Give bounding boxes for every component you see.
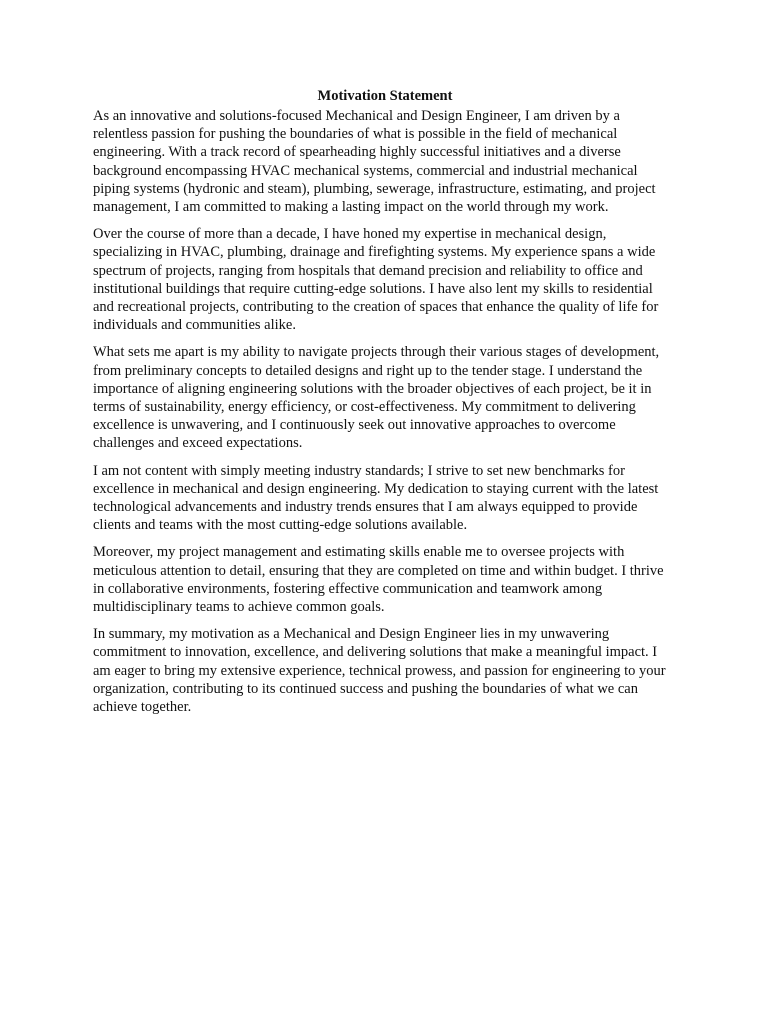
document-page [93,86,677,725]
paragraph-standards: I am not content with simply meeting industry standards; I strive to set new benchmarks for excellence in mechanical and design engineering. My dedication to staying current with the latest technological advancements and industry trends ensures that I am always equipped to provide clients and teams with the most cutting-edge solutions available. [93,462,659,534]
document-title: Motivation Statement [317,88,453,104]
paragraph-differentiator: What sets me apart is my ability to navigate projects through their various stages of development, from preliminary concepts to detailed designs and right up to the tender stage. I understand the importance of aligning engineering solutions with the broader objectives of each project, be it in terms of sustainability, energy efficiency, or cost-effectiveness. My commitment to delivering excellence is unwavering, and I continuously seek out innovative approaches to overcome challenges and exceed expectations. [93,344,660,452]
paragraph-summary: In summary, my motivation as a Mechanical and Design Engineer lies in my unwavering commitment to innovation, excellence, and delivering solutions that make a meaningful impact. I am eager to bring my extensive experience, technical prowess, and passion for engineering to your organization, contributing to its continued success and pushing the boundaries of what we can achieve together. [93,626,666,716]
paragraph-intro: As an innovative and solutions-focused Mechanical and Design Engineer, I am driven by a relentless passion for pushing the boundaries of what is possible in the field of mechanical engineering. With a track record of spearheading highly successful initiatives and a diverse background encompassing HVAC mechanical systems, commercial and industrial mechanical piping systems (hydronic and steam), plumbing, sewerage, infrastructure, estimating, and project management, I am committed to making a lasting impact on the world through my work. [93,108,656,216]
paragraph-management: Moreover, my project management and estimating skills enable me to oversee projects with meticulous attention to detail, ensuring that they are completed on time and within budget. I thrive in collaborative environments, fostering effective communication and teamwork among multidisciplinary teams to achieve common goals. [93,544,664,616]
paragraph-experience: Over the course of more than a decade, I have honed my expertise in mechanical design, specializing in HVAC, plumbing, drainage and firefighting systems. My experience spans a wide spectrum of projects, ranging from hospitals that demand precision and reliability to office and institutional buildings that require cutting-edge solutions. I have also lent my skills to residential and recreational projects, contributing to the creation of spaces that enhance the quality of life for individuals and communities alike. [93,226,659,334]
